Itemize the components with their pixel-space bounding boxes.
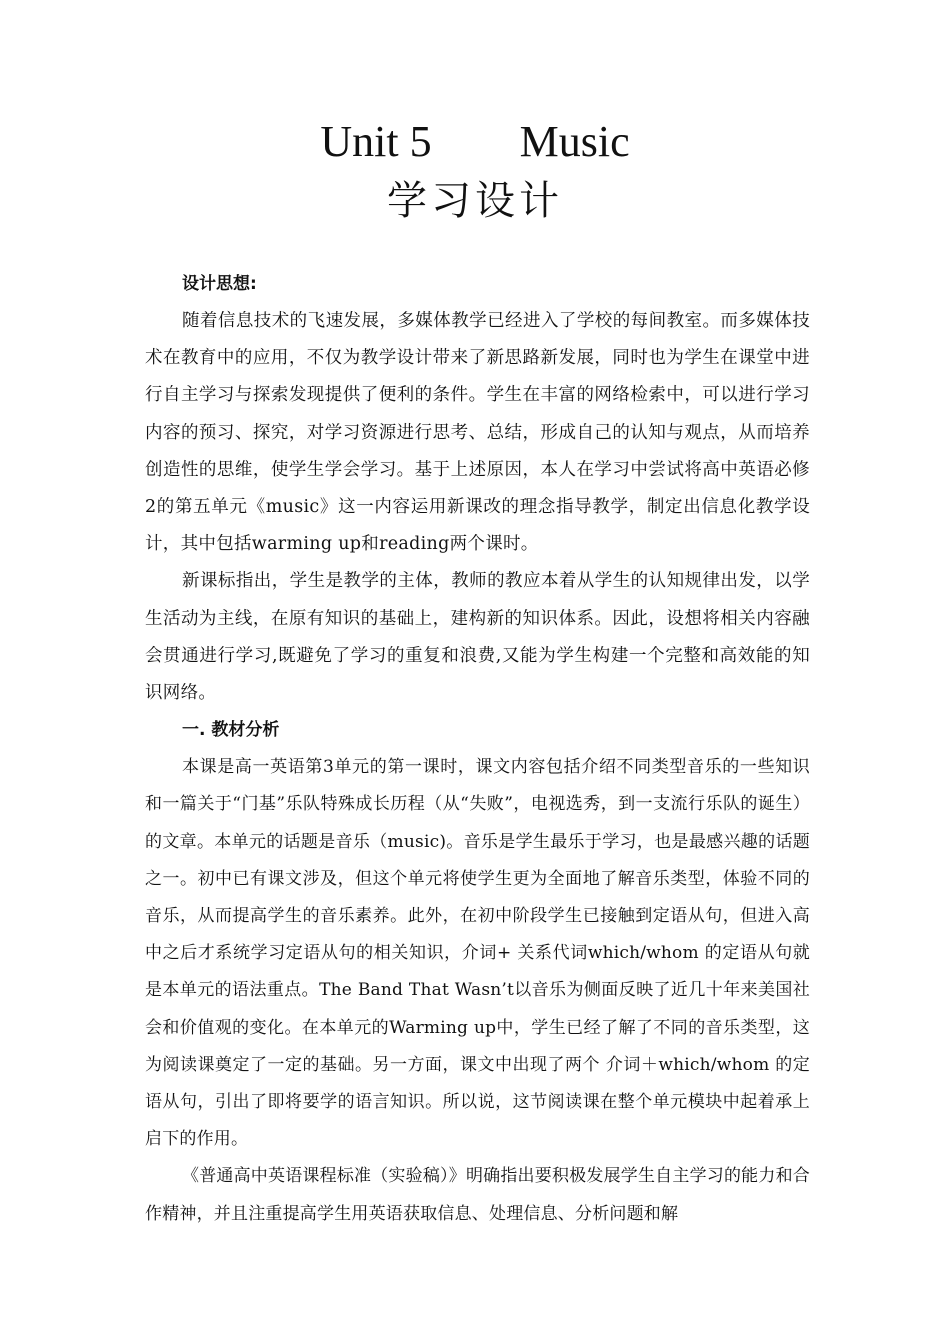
paragraph: 随着信息技术的飞速发展，多媒体教学已经进入了学校的每间教室。而多媒体技术在教育中的应用，不仅为教学设计带来了新思路新发展，同时也为学生在课堂中进行自主学习与探索发现提供了便利的条件。学生在丰富的网络检索中，可以进行学习内容的预习、探究，对学习资源进行思考、总结，形成自己的认知与观点，从而培养创造性的思维，使学生学会学习。基于上述原因，本人在学习中尝试将高中英语必修2的第五单元《music》这一内容运用新课改的理念指导教学，制定出信息化教学设计，其中包括warming up和reading两个课时。 [145, 311, 810, 555]
document-title-chinese: 学习设计 [387, 178, 563, 224]
document-body [145, 266, 810, 1233]
document-title-english: Unit 5 Music [320, 117, 630, 166]
paragraph: 《普通高中英语课程标准（实验稿）》明确指出要积极发展学生自主学习的能力和合作精神，并且注重提高学生用英语获取信息、处理信息、分析问题和解 [145, 1166, 810, 1224]
section-heading-design-idea: 设计思想: [182, 274, 257, 294]
section-heading-textbook-analysis: 一. 教材分析 [182, 720, 280, 741]
paragraph: 本课是高一英语第3单元的第一课时，课文内容包括介绍不同类型音乐的一些知识和一篇关于“门基”乐队特殊成长历程（从“失败”，电视选秀，到一支流行乐队的诞生）的文章。本单元的话题是音乐（music)。音乐是学生最乐于学习，也是最感兴趣的话题之一。初中已有课文涉及，但这个单元将使学生更为全面地了解音乐类型，体验不同的音乐，从而提高学生的音乐素养。此外，在初中阶段学生已接触到定语从句，但进入高中之后才系统学习定语从句的相关知识，介词+ 关系代词which/whom 的定语从句就是本单元的语法重点。The Band That Wasn’t以音乐为侧面反映了近几十年来美国社会和价值观的变化。在本单元的Warming up中，学生已经了解了不同的音乐类型，这为阅读课奠定了一定的基础。另一方面，课文中出现了两个 介词＋which/whom 的定语从句，引出了即将要学的语言知识。所以说，这节阅读课在整个单元模块中起着承上启下的作用。 [145, 757, 810, 1150]
paragraph: 新课标指出，学生是教学的主体，教师的教应本着从学生的认知规律出发，以学生活动为主线，在原有知识的基础上，建构新的知识体系。因此，设想将相关内容融会贯通进行学习,既避免了学习的重复和浪费,又能为学生构建一个完整和高效能的知识网络。 [145, 571, 810, 704]
